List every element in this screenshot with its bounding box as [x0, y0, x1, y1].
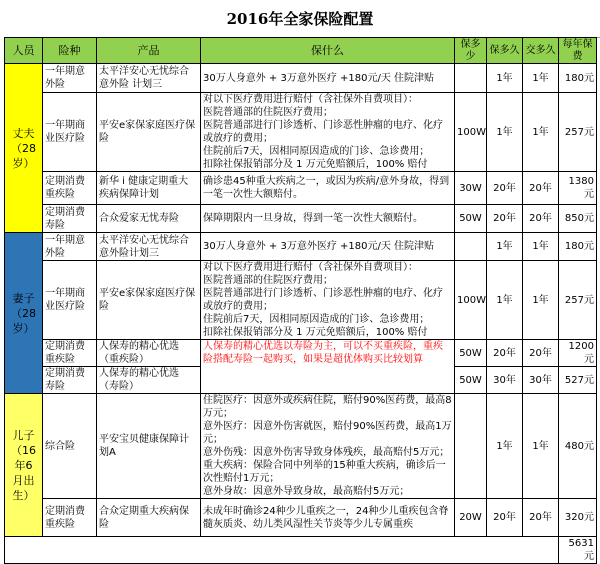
- years-pay-cell[interactable]: 20年: [523, 340, 559, 367]
- years-pay-cell[interactable]: 1年: [523, 261, 559, 340]
- amount-cell[interactable]: 50W: [455, 367, 487, 394]
- person-birth-line: （16年6: [11, 443, 36, 472]
- premium-cell[interactable]: 257元: [559, 93, 597, 172]
- product-cell[interactable]: 平安e家保家庭医疗保险: [97, 93, 201, 172]
- amount-cell[interactable]: [455, 64, 487, 93]
- premium-cell[interactable]: 480元: [559, 394, 597, 499]
- total-premium-cell[interactable]: 5631元: [559, 537, 597, 564]
- premium-cell[interactable]: 527元: [559, 367, 597, 394]
- type-cell[interactable]: 一年期意外险: [43, 233, 97, 261]
- table-row: [5, 205, 597, 233]
- person-age: （28岁）: [11, 141, 36, 170]
- years-pay-cell[interactable]: 20年: [523, 499, 559, 537]
- years-pay-cell[interactable]: 20年: [523, 205, 559, 233]
- table-row: [5, 172, 597, 205]
- person-label: 儿子: [12, 428, 35, 442]
- person-cell-son[interactable]: [5, 394, 43, 537]
- person-birth-line: 生）: [12, 488, 35, 502]
- header-premium[interactable]: 每年保费: [559, 38, 597, 64]
- premium-cell[interactable]: 320元: [559, 499, 597, 537]
- amount-cell[interactable]: 100W: [455, 93, 487, 172]
- amount-cell[interactable]: 50W: [455, 205, 487, 233]
- type-cell[interactable]: 定期消费重疾险: [43, 499, 97, 537]
- table-row: [5, 64, 597, 93]
- years-pay-cell[interactable]: 30年: [523, 367, 559, 394]
- product-cell[interactable]: 人保寿的精心优选（寿险）: [97, 367, 201, 394]
- person-cell-wife[interactable]: [5, 233, 43, 394]
- type-cell[interactable]: 综合险: [43, 394, 97, 499]
- table-row: [5, 394, 597, 499]
- product-cell[interactable]: 平安e家保家庭医疗保险: [97, 261, 201, 340]
- years-cover-cell[interactable]: 1年: [487, 233, 523, 261]
- premium-cell[interactable]: 850元: [559, 205, 597, 233]
- years-cover-cell[interactable]: 20年: [487, 499, 523, 537]
- header-years-cover[interactable]: 保多久: [487, 38, 523, 64]
- coverage-cell[interactable]: 住院医疗：因意外或疾病住院，赔付90%医药费，最高8万元； 意外医疗：因意外伤害就医，赔付90%医药费，最高1万元； 意外伤残：因意外伤害导致身体残疾，最高赔付5万元； 重大疾病：保险合同中列举的15种重大疾病，确诊后一次性赔付1万元； 意外身故：因意外导致身故，最高赔付5万元；: [201, 394, 455, 499]
- type-cell[interactable]: 定期消费重疾险: [43, 340, 97, 367]
- header-person[interactable]: 人员: [5, 38, 43, 64]
- coverage-note-cell[interactable]: 人保寿的精心优选以寿险为主，可以不买重疾险，重疾险搭配寿险一起购买，如果是超优体购买比较划算: [201, 340, 455, 394]
- type-cell[interactable]: 一年期意外险: [43, 64, 97, 93]
- amount-cell[interactable]: 50W: [455, 340, 487, 367]
- person-age: （28岁）: [11, 306, 36, 335]
- person-label: 丈夫: [12, 126, 35, 140]
- person-birth-line: 月出: [12, 473, 35, 487]
- table-row: [5, 93, 597, 172]
- coverage-cell[interactable]: 对以下医疗费用进行赔付（含社保外自费项目）： 医院普通部的住院医疗费用； 医院普通部进行门诊透析、门诊恶性肿瘤的电疗、化疗或放疗的费用； 住院前后7天，因相同原因造成的门诊、急诊费用； 扣除社保报销部分及 1 万元免赔额后，100% 赔付: [201, 261, 455, 340]
- total-row: [5, 537, 597, 564]
- table-row: [5, 233, 597, 261]
- amount-cell[interactable]: [455, 233, 487, 261]
- years-pay-cell[interactable]: 1年: [523, 233, 559, 261]
- years-cover-cell[interactable]: 1年: [487, 64, 523, 93]
- header-product[interactable]: 产品: [97, 38, 201, 64]
- header-type[interactable]: 险种: [43, 38, 97, 64]
- years-cover-cell[interactable]: 1年: [487, 93, 523, 172]
- type-cell[interactable]: 定期消费重疾险: [43, 172, 97, 205]
- coverage-cell[interactable]: 30万人身意外 + 3万意外医疗 +180元/天 住院津贴: [201, 233, 455, 261]
- product-cell[interactable]: 合众定期重大疾病保险: [97, 499, 201, 537]
- coverage-cell[interactable]: 对以下医疗费用进行赔付（含社保外自费项目）： 医院普通部的住院医疗费用； 医院普通部进行门诊透析、门诊恶性肿瘤的电疗、化疗或放疗的费用； 住院前后7天，因相同原因造成的门诊、急诊费用； 扣除社保报销部分及 1 万元免赔额后，100% 赔付: [201, 93, 455, 172]
- amount-cell[interactable]: 30W: [455, 172, 487, 205]
- premium-cell[interactable]: 180元: [559, 64, 597, 93]
- product-cell[interactable]: 平安宝贝健康保障计划A: [97, 394, 201, 499]
- premium-cell[interactable]: 180元: [559, 233, 597, 261]
- product-cell[interactable]: 人保寿的精心优选（重疾险）: [97, 340, 201, 367]
- premium-cell[interactable]: 1380元: [559, 172, 597, 205]
- person-label: 妻子: [12, 291, 35, 305]
- product-cell[interactable]: 新华 i 健康定期重大疾病保障计划: [97, 172, 201, 205]
- sheet-title-text: 2016年全家保险配置: [226, 10, 374, 28]
- coverage-cell[interactable]: 确诊患45种重大疾病之一，或因为疾病/意外身故，得到一笔一次性大额赔付。: [201, 172, 455, 205]
- amount-cell[interactable]: 20W: [455, 499, 487, 537]
- coverage-cell[interactable]: 未成年时确诊24种少儿重疾之一，24种少儿重疾包含脊髓灰质炎、幼儿类风湿性关节炎等少儿专属重疾: [201, 499, 455, 537]
- years-cover-cell[interactable]: 20年: [487, 172, 523, 205]
- table-row: [5, 340, 597, 367]
- years-cover-cell[interactable]: 20年: [487, 205, 523, 233]
- sheet-title: [0, 0, 600, 38]
- years-pay-cell[interactable]: 20年: [523, 172, 559, 205]
- table-row: [5, 499, 597, 537]
- insurance-table: [4, 37, 597, 564]
- coverage-cell[interactable]: 30万人身意外 + 3万意外医疗 +180元/天 住院津贴: [201, 64, 455, 93]
- years-pay-cell[interactable]: 1年: [523, 93, 559, 172]
- header-row: [5, 38, 597, 64]
- amount-cell[interactable]: [455, 394, 487, 499]
- type-cell[interactable]: 定期消费寿险: [43, 205, 97, 233]
- years-cover-cell[interactable]: 30年: [487, 367, 523, 394]
- coverage-cell[interactable]: 保障期限内一旦身故，得到一笔一次性大额赔付。: [201, 205, 455, 233]
- type-cell[interactable]: 一年期商业医疗险: [43, 93, 97, 172]
- amount-cell[interactable]: 100W: [455, 261, 487, 340]
- product-cell[interactable]: 太平洋安心无忧综合意外险 计划三: [97, 64, 201, 93]
- header-amount[interactable]: 保多少: [455, 38, 487, 64]
- type-cell[interactable]: 一年期商业医疗险: [43, 261, 97, 340]
- header-coverage[interactable]: 保什么: [201, 38, 455, 64]
- total-spacer: [5, 537, 559, 564]
- years-cover-cell[interactable]: 1年: [487, 261, 523, 340]
- product-cell[interactable]: 太平洋安心无忧综合意外险计划三: [97, 233, 201, 261]
- table-row: [5, 261, 597, 340]
- years-pay-cell[interactable]: 1年: [523, 64, 559, 93]
- years-cover-cell[interactable]: 1年: [487, 394, 523, 499]
- person-cell-husband[interactable]: [5, 64, 43, 233]
- type-cell[interactable]: 定期消费寿险: [43, 367, 97, 394]
- premium-cell[interactable]: 257元: [559, 261, 597, 340]
- product-cell[interactable]: 合众爱家无忧寿险: [97, 205, 201, 233]
- years-pay-cell[interactable]: 1年: [523, 394, 559, 499]
- header-years-pay[interactable]: 交多久: [523, 38, 559, 64]
- years-cover-cell[interactable]: 20年: [487, 340, 523, 367]
- premium-cell[interactable]: 1200元: [559, 340, 597, 367]
